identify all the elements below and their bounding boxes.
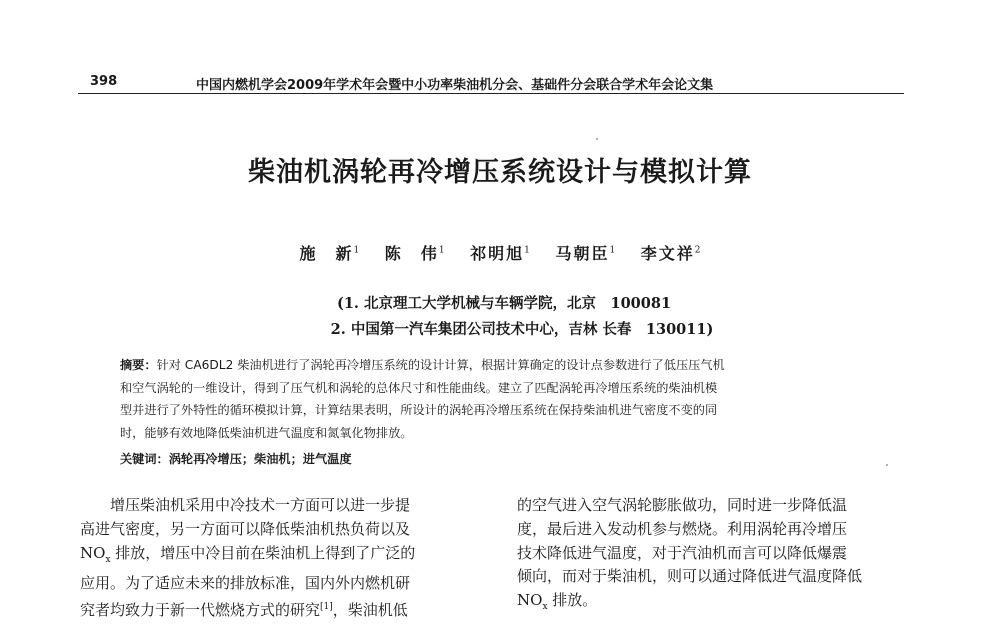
body-line: $NO_x$ 排放，增压中冷目前在柴油机上得到了广泛的	[80, 543, 416, 565]
abstract-line: 型并进行了外特性的循环模拟计算，计算结果表明，所设计的涡轮再冷增压系统在保持柴油机进气密度不变的同	[120, 403, 718, 418]
body-line: 度，最后进入发动机参与燃烧。利用涡轮再冷增压	[517, 519, 848, 538]
author: 陈 伟$^1$	[384, 244, 445, 263]
author: 马朝臣$^1$	[555, 244, 616, 263]
citation: [1]	[320, 602, 333, 613]
scan-speck	[886, 464, 888, 466]
body-column-right	[517, 494, 907, 620]
keywords-label: 关键词：	[120, 452, 169, 466]
body-line: 技术降低进气温度，对于汽油机而言可以降低爆震	[517, 543, 848, 562]
paper-title: 柴油机涡轮再冷增压系统设计与模拟计算	[248, 157, 752, 188]
running-header	[78, 74, 904, 94]
abstract-line: 和空气涡轮的一维设计，得到了压气机和涡轮的总体尺寸和性能曲线。建立了匹配涡轮再冷增压系统的柴油机模	[120, 380, 718, 395]
body-line: 的空气进入空气涡轮膨胀做功，同时进一步降低温	[517, 496, 848, 514]
body-line: 究者均致力于新一代燃烧方式的研究[1]，柴油机低	[80, 601, 408, 620]
abstract	[120, 354, 890, 444]
author-list	[0, 241, 1000, 264]
affiliation-1: (1. 北京理工大学机械与车辆学院，北京 100081	[336, 295, 672, 312]
abstract-line: 时，能够有效地降低柴油机进气温度和氮氧化物排放。	[120, 425, 413, 440]
author: 李文祥$^2$	[640, 244, 701, 263]
body-line: 增压柴油机采用中冷技术一方面可以进一步提	[110, 496, 411, 514]
page-number: 398	[90, 74, 118, 89]
body-line: 高进气密度，另一方面可以降低柴油机热负荷以及	[80, 519, 411, 538]
scan-speck	[596, 138, 598, 140]
body-line: $NO_x$ 排放。	[517, 591, 598, 613]
author: 祁明旭$^1$	[470, 244, 530, 263]
abstract-line: 摘要：针对 CA6DL2 柴油机进行了涡轮再冷增压系统的设计计算，根据计算确定的设计点参数进行了低压压气机	[120, 358, 725, 372]
body-line: 应用。为了适应未来的排放标准，国内外内燃机研	[80, 574, 411, 593]
keywords-text: 涡轮再冷增压；柴油机；进气温度	[168, 452, 352, 466]
author: 施 新$^1$	[299, 244, 360, 263]
body-column-left	[80, 494, 470, 623]
keywords	[120, 450, 890, 467]
body-line: 倾向，而对于柴油机，则可以通过降低进气温度降低	[517, 567, 863, 586]
affiliation-2: 2. 中国第一汽车集团公司技术中心，吉林 长春 130011)	[330, 321, 714, 338]
abstract-label: 摘要：	[120, 358, 157, 372]
running-title: 中国内燃机学会2009年学术年会暨中小功率柴油机分会、基础件分会联合学术年会论文集	[196, 78, 714, 93]
header-rule	[78, 93, 904, 94]
